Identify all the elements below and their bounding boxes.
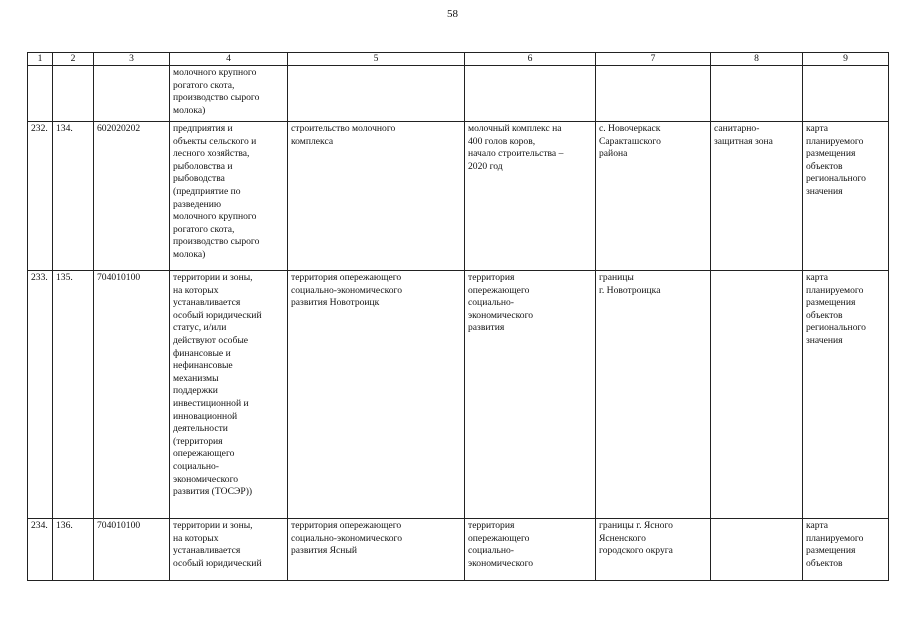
characteristics-cell [465,519,596,581]
cell-line: развития Ясный [291,545,358,557]
name-cell [288,271,465,519]
cell-line: статус, и/или [173,322,227,334]
cell-line: регионального [806,322,866,334]
purpose-cell [170,519,288,581]
cell-line: рогатого скота, [173,223,235,235]
cell-line: молочный комплекс на [468,123,562,134]
cell-line: карта [806,123,829,134]
cell-line: объектов [806,309,843,321]
cell-line: лесного хозяйства, [173,148,250,160]
cell-line: территории и зоны, [173,272,253,283]
cell-line: границы г. Ясного [599,520,673,531]
map-cell [803,519,889,581]
document-table [27,52,889,581]
cell-line: производство сырого [173,236,260,248]
cell-line: планируемого [806,532,864,544]
cell-line: молочного крупного [173,67,257,78]
zones-cell [711,271,803,519]
cell-line: поддержки [173,385,218,397]
cell-line: социально-экономического [291,532,403,544]
cell-line: социально-экономического [291,284,403,296]
cell-line: деятельности [173,423,228,435]
cell-line: объектов [806,557,843,569]
cell-line: территория опережающего [291,520,402,531]
header-cell: 3 [94,53,170,66]
cell-line: развития [468,322,505,334]
characteristics-cell [465,271,596,519]
cell-line: рыбоводства [173,173,225,185]
location-cell [596,122,711,271]
cell-line: инновационной [173,410,238,422]
cell-line: особый юридический [173,557,262,569]
cell-line: нефинансовые [173,360,233,372]
row-number-cell: 234. [28,519,53,581]
cell-line: планируемого [806,284,864,296]
location-cell [596,519,711,581]
cell-line: молочного крупного [173,211,257,223]
name-cell [288,122,465,271]
header-cell: 5 [288,53,465,66]
header-cell: 6 [465,53,596,66]
cell-line: территория [468,272,515,283]
zones-cell [711,519,803,581]
code-cell: 602020202 [94,122,170,271]
table-cell [711,66,803,122]
table-cell [94,66,170,122]
cell-line: территория опережающего [291,272,402,283]
cell-line: границы [599,272,634,283]
cell-line: размещения [806,297,856,309]
cell-line: карта [806,520,829,531]
cell-line: городского округа [599,545,673,557]
cell-line: молока) [173,248,206,260]
cell-line: инвестиционной и [173,397,249,409]
cell-line: опережающего [468,284,530,296]
table-cell [465,66,596,122]
cell-line: действуют особые [173,334,249,346]
table-row-continuation [28,66,889,122]
cell-line: на которых [173,284,219,296]
cell-line: опережающего [173,448,235,460]
cell-line: защитная зона [714,135,773,147]
cell-line: развития (ТОСЭР)) [173,486,253,498]
cell-line: рыболовства и [173,160,233,172]
header-cell: 2 [53,53,94,66]
cell-line: механизмы [173,372,219,384]
cell-line: начало строительства – [468,148,564,160]
cell-line: на которых [173,532,219,544]
cell-line: (территория [173,435,223,447]
cell-line: санитарно- [714,123,760,134]
table-row [28,122,889,271]
table-cell [596,66,711,122]
table-row [28,271,889,519]
cell-line: размещения [806,148,856,160]
table-cell [28,66,53,122]
purpose-cell [170,122,288,271]
cell-line: финансовые и [173,347,231,359]
cell-line: г. Новотроицка [599,284,661,296]
page-number: 58 [447,8,458,20]
name-cell [288,519,465,581]
cell-line: социально- [173,460,219,472]
cell-line: социально- [468,297,514,309]
cell-line: опережающего [468,532,530,544]
cell-line: строительство молочного [291,123,396,134]
cell-line: района [599,148,628,160]
sub-number-cell: 135. [53,271,94,519]
cell-line: значения [806,185,843,197]
cell-line: территория [468,520,515,531]
map-cell [803,271,889,519]
cell-line: комплекса [291,135,334,147]
cell-line: экономического [468,309,534,321]
location-cell [596,271,711,519]
row-number-cell: 233. [28,271,53,519]
cell-line: особый юридический [173,309,262,321]
purpose-cell [170,271,288,519]
sub-number-cell: 134. [53,122,94,271]
cell-line: с. Новочеркаск [599,123,661,134]
cell-line: экономического [173,473,239,485]
cell-line: регионального [806,173,866,185]
header-cell: 7 [596,53,711,66]
cell-line: разведению [173,198,222,210]
cell-line: территории и зоны, [173,520,253,531]
cell-line: значения [806,334,843,346]
cell-line: производство сырого [173,92,260,104]
header-cell: 4 [170,53,288,66]
zones-cell [711,122,803,271]
cell-line: Ясненского [599,532,646,544]
code-cell: 704010100 [94,519,170,581]
cell-line: объекты сельского и [173,135,257,147]
code-cell: 704010100 [94,271,170,519]
cell-line: экономического [468,557,534,569]
cell-line: размещения [806,545,856,557]
purpose-cell [170,66,288,122]
table-cell [53,66,94,122]
cell-line: 400 голов коров, [468,135,536,147]
table-cell [288,66,465,122]
header-cell: 9 [803,53,889,66]
sub-number-cell: 136. [53,519,94,581]
cell-line: развития Новотроицк [291,297,380,309]
table-header-row [28,53,889,66]
cell-line: социально- [468,545,514,557]
cell-line: 2020 год [468,160,503,172]
cell-line: (предприятие по [173,185,241,197]
table-row [28,519,889,581]
cell-line: объектов [806,160,843,172]
cell-line: молока) [173,104,206,116]
row-number-cell: 232. [28,122,53,271]
cell-line: Саракташского [599,135,661,147]
characteristics-cell [465,122,596,271]
header-cell: 1 [28,53,53,66]
cell-line: планируемого [806,135,864,147]
cell-line: устанавливается [173,545,241,557]
cell-line: предприятия и [173,123,233,134]
table-cell [803,66,889,122]
cell-line: карта [806,272,829,283]
map-cell [803,122,889,271]
header-cell: 8 [711,53,803,66]
cell-line: рогатого скота, [173,79,235,91]
cell-line: устанавливается [173,297,241,309]
